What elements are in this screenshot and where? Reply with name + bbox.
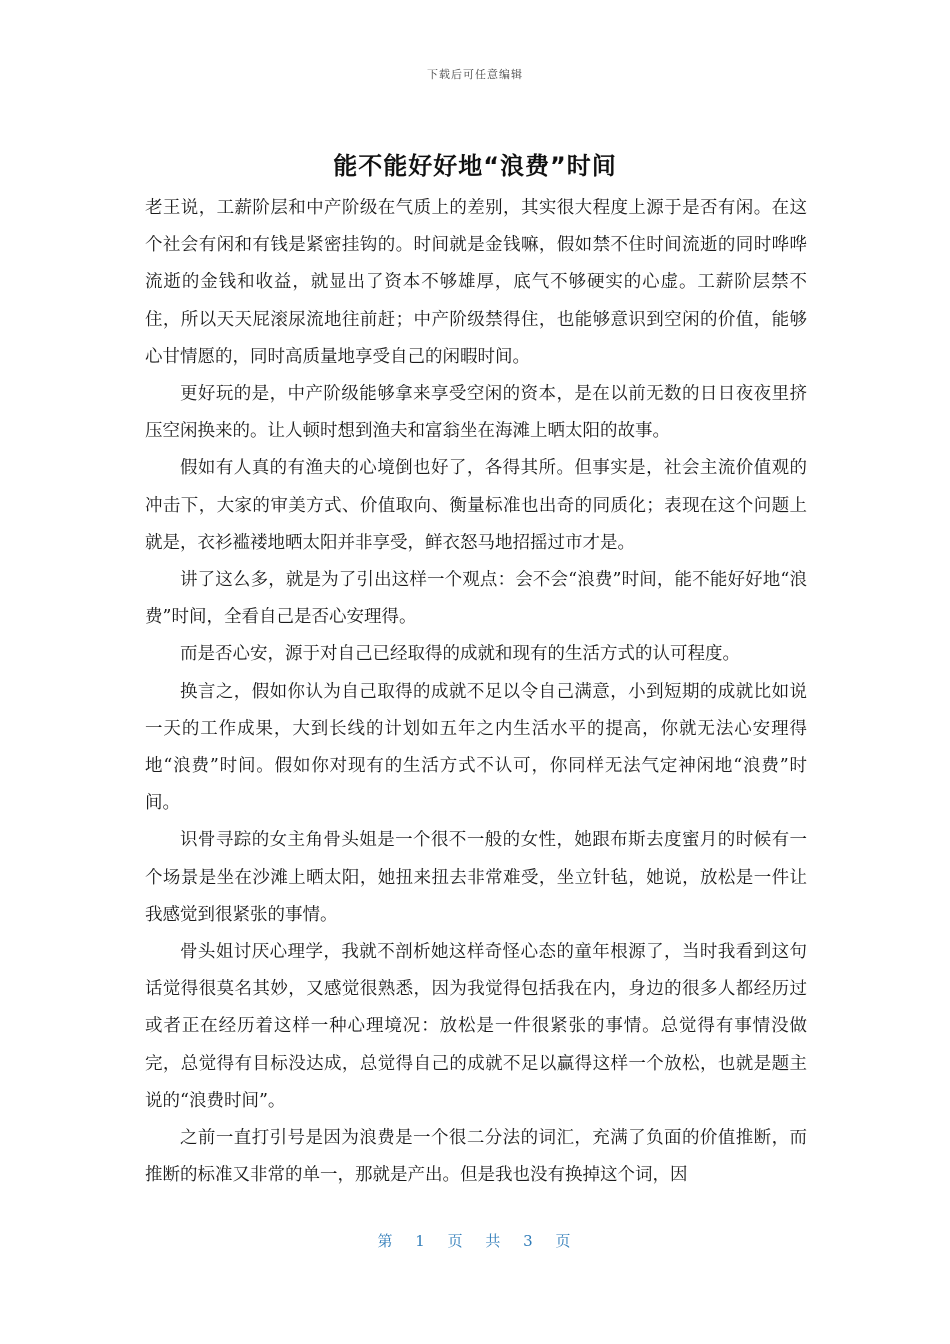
paragraph-3: 假如有人真的有渔夫的心境倒也好了，各得其所。但事实是，社会主流价值观的冲击下，大家的审美方式、价值取向、衡量标准也出奇的同质化；表现在这个问题上就是，衣衫褴褛地晒太阳并非享受，鲜衣怒马地招摇过市才是。 [145,458,807,553]
paragraph-7: 识骨寻踪的女主角骨头姐是一个很不一般的女性，她跟布斯去度蜜月的时候有一个场景是坐在沙滩上晒太阳，她扭来扭去非常难受，坐立针毡，她说，放松是一件让我感觉到很紧张的事情。 [145,830,807,925]
paragraph-5: 而是否心安，源于对自己已经取得的成就和现有的生活方式的认可程度。 [180,644,740,665]
paragraph-2: 更好玩的是，中产阶级能够拿来享受空闲的资本，是在以前无数的日日夜夜里挤压空闲换来的。让人顿时想到渔夫和富翁坐在海滩上晒太阳的故事。 [145,384,807,442]
page-header-note: 下载后可任意编辑 [427,68,523,81]
paragraph-1: 老王说，工薪阶层和中产阶级在气质上的差别，其实很大程度上源于是否有闲。在这个社会有闲和有钱是紧密挂钩的。时间就是金钱嘛，假如禁不住时间流逝的同时哗哗流逝的金钱和收益，就显出了资本不够雄厚，底气不够硬实的心虚。工薪阶层禁不住，所以天天屁滚尿流地往前赶；中产阶级禁得住，也能够意识到空闲的价值，能够心甘情愿的，同时高质量地享受自己的闲暇时间。 [145,198,807,367]
paragraph-8: 骨头姐讨厌心理学，我就不剖析她这样奇怪心态的童年根源了，当时我看到这句话觉得很莫名其妙，又感觉很熟悉，因为我觉得包括我在内，身边的很多人都经历过或者正在经历着这样一种心理境况：放松是一件很紧张的事情。总觉得有事情没做完，总觉得有目标没达成，总觉得自己的成就不足以赢得这样一个放松，也就是题主说的“浪费时间”。 [145,942,807,1111]
page-number: 第 1 页 共 3 页 [377,1232,573,1250]
paragraph-4: 讲了这么多，就是为了引出这样一个观点：会不会“浪费”时间，能不能好好地“浪费”时间，全看自己是否心安理得。 [145,570,807,628]
paragraph-9: 之前一直打引号是因为浪费是一个很二分法的词汇，充满了负面的价值推断，而推断的标准又非常的单一，那就是产出。但是我也没有换掉这个词，因 [145,1128,807,1186]
paragraph-6: 换言之，假如你认为自己取得的成就不足以令自己满意，小到短期的成就比如说一天的工作成果，大到长线的计划如五年之内生活水平的提高，你就无法心安理得地“浪费”时间。假如你对现有的生活方式不认可，你同样无法气定神闲地“浪费”时间。 [145,681,807,814]
document-body [145,190,807,1194]
document-title: 能不能好好地“浪费”时间 [333,152,617,180]
